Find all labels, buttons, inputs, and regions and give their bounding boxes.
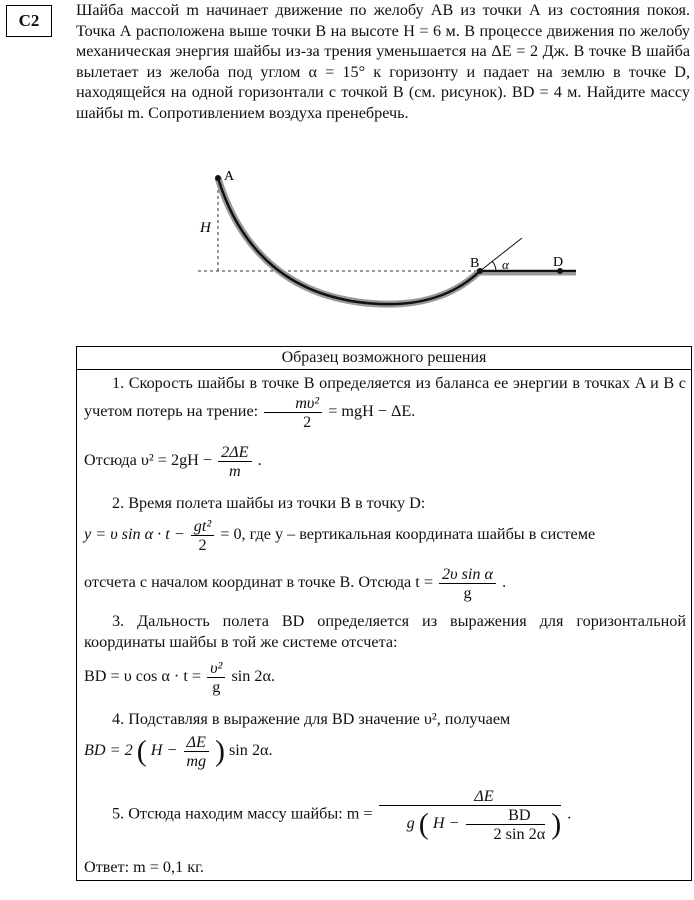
step-4-equation xyxy=(84,733,686,770)
step-4-fraction xyxy=(184,733,209,770)
step-2b-fraction xyxy=(439,565,496,602)
step-2b-lead: отсчета с началом координат в точке B. Отсюда t = xyxy=(84,573,433,592)
step-1-num: mυ² xyxy=(264,394,322,413)
step-5-num: ΔE xyxy=(379,787,562,806)
solution-box xyxy=(76,346,692,881)
step-3-num: υ² xyxy=(207,659,225,678)
step-5-fraction xyxy=(379,787,562,843)
step-1b-fraction xyxy=(218,443,251,480)
step-1b-den: m xyxy=(228,462,241,480)
label-alpha: α xyxy=(502,257,509,272)
step-3-lhs: BD = υ cos α · t = xyxy=(84,667,202,686)
step-2-equation xyxy=(84,517,686,554)
solution-heading: Образец возможного решения xyxy=(77,347,691,370)
step-2-rhs: = 0, где y – вертикальная координата шайбы в системе xyxy=(220,525,596,544)
step-2-lhs: y = υ sin α · t − xyxy=(84,525,185,544)
step-5-den xyxy=(379,806,562,843)
step-3: 3. Дальность полета BD определяется из выражения для горизонтальной координаты шайбы в той же системе отсчета: xyxy=(84,612,686,651)
answer: Ответ: m = 0,1 кг. xyxy=(84,858,204,876)
label-a: A xyxy=(224,169,235,184)
label-b: B xyxy=(470,256,480,271)
step-2b xyxy=(84,565,686,602)
step-5-inner-den: 2 sin 2α xyxy=(493,825,546,843)
step-3-den: g xyxy=(212,678,221,696)
step-2-fraction xyxy=(191,517,214,554)
label-h: H xyxy=(200,220,211,236)
step-3-equation xyxy=(84,659,686,696)
step-1-fraction xyxy=(264,394,322,431)
launch-line xyxy=(480,238,522,271)
step-1-text: 1. Скорость шайбы в точке B определяется из баланса ее энергии в точках A и B с учетом потерь на трение: xyxy=(84,374,686,421)
problem-text: Шайба массой m начинает движение по желобу АВ из точки А из состояния покоя. Точка А расположена выше точки В на высоте H = 6 м. В процессе движения по желобу механическая энергия шайбы из-за трения уменьшается на ΔE = 2 Дж. В точке В шайба вылетает из желоба под углом α = 15° к горизонту и падает на землю в точке D, находящейся на одной горизонтали с точкой В (см. рисунок). BD = 4 м. Найдите массу шайбы m. Сопротивлением воздуха пренебречь. xyxy=(76,1,690,122)
trough-figure xyxy=(180,160,600,320)
angle-arc xyxy=(492,261,496,271)
step-5-den-g: g xyxy=(406,814,415,833)
den-right-paren: ) xyxy=(551,807,562,841)
step-4-den: mg xyxy=(186,752,207,770)
step-3-rhs: sin 2α. xyxy=(231,667,275,686)
step-1 xyxy=(84,373,686,431)
step-4-num: ΔE xyxy=(184,733,209,752)
trough-shadow xyxy=(218,178,480,304)
step-1b-lead: Отсюда υ² = 2gH − xyxy=(84,451,213,470)
step-2-num: gt² xyxy=(191,517,214,536)
right-paren: ) xyxy=(214,734,225,768)
step-1-rhs: = mgH − ΔE. xyxy=(328,402,416,421)
step-2b-num: 2υ sin α xyxy=(439,565,496,584)
step-3-fraction xyxy=(207,659,225,696)
step-5 xyxy=(84,787,686,843)
trough-curve xyxy=(218,178,480,304)
step-4-rhs: sin 2α. xyxy=(229,741,273,760)
step-5-inner-num: BD xyxy=(466,806,546,825)
left-paren: ( xyxy=(136,734,147,768)
step-1b xyxy=(84,443,686,480)
step-2b-end: . xyxy=(502,573,507,592)
label-d: D xyxy=(553,255,564,270)
step-2-den: 2 xyxy=(198,536,207,554)
step-4-lhs: BD = 2 xyxy=(84,741,133,760)
step-5-den-inner: H − xyxy=(432,814,460,833)
point-a-dot xyxy=(215,175,221,181)
step-5-inner-fraction xyxy=(466,806,546,843)
step-1b-end: . xyxy=(257,451,262,470)
den-left-paren: ( xyxy=(418,807,429,841)
step-2: 2. Время полета шайбы из точки B в точку D: xyxy=(112,494,426,512)
step-1b-num: 2ΔE xyxy=(218,443,251,462)
problem-label: С2 xyxy=(6,5,52,37)
problem-statement xyxy=(76,0,690,124)
step-2b-den: g xyxy=(463,584,472,602)
step-1-den: 2 xyxy=(303,413,312,431)
step-5-end: . xyxy=(567,804,572,823)
step-5-lead: 5. Отсюда находим массу шайбы: m = xyxy=(112,804,373,823)
step-4-inner: H − xyxy=(150,741,178,760)
step-4: 4. Подставляя в выражение для BD значение υ², получаем xyxy=(112,710,511,728)
